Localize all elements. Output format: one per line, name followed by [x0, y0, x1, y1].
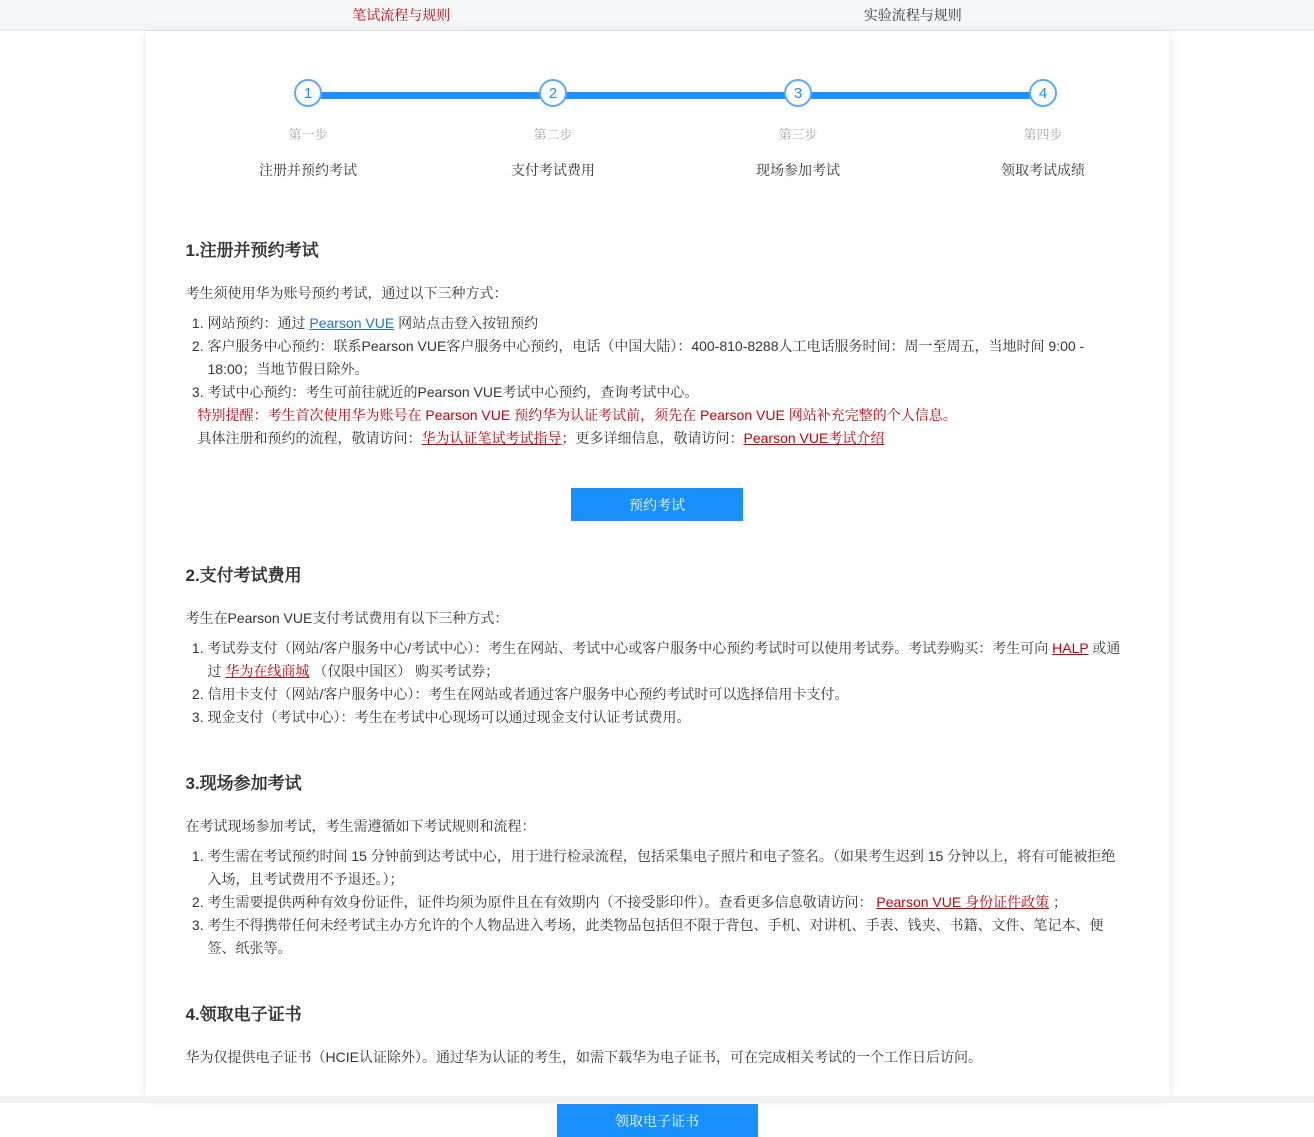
list-item — [208, 891, 1129, 914]
step-1 — [186, 79, 431, 180]
list-item-text: ； — [1049, 894, 1067, 910]
written-exam-guide-link[interactable]: 华为认证笔试考试指导 — [421, 430, 562, 446]
section-3-intro: 在考试现场参加考试，考生需遵循如下考试规则和流程： — [185, 818, 536, 834]
step-2-label: 第二步 — [533, 127, 573, 142]
section-2-heading: 2.支付考试费用 — [185, 566, 302, 585]
section-1-heading: 1.注册并预约考试 — [185, 241, 319, 260]
step-1-circle: 1 — [294, 79, 322, 107]
tab-lab-exam[interactable]: 实验流程与规则 — [863, 7, 962, 23]
list-item: 3. 现金支付（考试中心）：考生在考试中心现场可以通过现金支付认证考试费用。 — [208, 706, 1129, 729]
top-tab-bar-inner — [146, 0, 1169, 30]
list-item: 2. 信用卡支付（网站/客户服务中心）：考生在网站或者通过客户服务中心预约考试时可以选择信用卡支付。 — [208, 683, 1129, 706]
guide-line-text: 具体注册和预约的流程，敬请访问： — [197, 430, 422, 446]
section-4-intro: 华为仅提供电子证书（HCIE认证除外）。通过华为认证的考生，如需下载华为电子证书，可在完成相关考试的一个工作日后访问。 — [185, 1049, 982, 1065]
pearson-vue-link[interactable]: Pearson VUE — [309, 315, 395, 331]
list-item-text: 网站预约：通过 — [207, 315, 310, 331]
step-2-title: 支付考试费用 — [511, 162, 595, 178]
get-ecert-button[interactable]: 领取电子证书 — [557, 1104, 758, 1137]
guide-links-line — [198, 427, 1129, 450]
list-item: 3. 考试中心预约：考生可前往就近的Pearson VUE考试中心预约，查询考试中心。 — [208, 381, 1129, 404]
section-3-heading: 3.现场参加考试 — [185, 774, 302, 793]
step-1-label: 第一步 — [288, 127, 328, 142]
step-4-circle: 4 — [1029, 79, 1057, 107]
content-card — [146, 31, 1169, 1129]
list-item-text: （仅限中国区） 购买考试券； — [309, 663, 500, 679]
book-exam-button[interactable]: 预约考试 — [571, 488, 743, 521]
list-item — [208, 637, 1129, 683]
section-1-list — [186, 312, 1129, 404]
pearson-vue-id-policy-link[interactable]: Pearson VUE 身份证件政策 — [876, 894, 1050, 910]
exam-process-stepper — [186, 79, 1166, 180]
section-2-list — [186, 637, 1129, 729]
step-3-label: 第三步 — [778, 127, 818, 142]
step-4 — [921, 79, 1166, 180]
step-2 — [431, 79, 676, 180]
step-3 — [676, 79, 921, 180]
section-4-heading: 4.领取电子证书 — [185, 1005, 302, 1024]
step-2-circle: 2 — [539, 79, 567, 107]
section-3-list — [186, 845, 1129, 960]
section-1-intro: 考生须使用华为账号预约考试，通过以下三种方式： — [185, 285, 508, 301]
step-4-label: 第四步 — [1023, 127, 1063, 142]
guide-line-text: ；更多详细信息，敬请访问： — [561, 430, 744, 446]
list-item-text: 考生需要提供两种有效身份证件，证件均须为原件且在有效期内（不接受影印件）。查看更多信息敬请访问： — [207, 894, 877, 910]
halp-link[interactable]: HALP — [1052, 640, 1089, 656]
list-item: 3. 考生不得携带任何未经考试主办方允许的个人物品进入考场，此类物品包括但不限于背包、手机、对讲机、手表、钱夹、书籍、文件、笔记本、便签、纸张等。 — [208, 914, 1129, 960]
step-1-title: 注册并预约考试 — [259, 162, 357, 178]
top-tab-bar — [0, 0, 1314, 31]
page-bottom-strip — [0, 1096, 1314, 1103]
list-item-text: 或通过 — [207, 640, 1121, 679]
pearson-vue-exam-intro-link[interactable]: Pearson VUE考试介绍 — [743, 430, 885, 446]
section-2-intro: 考生在Pearson VUE支付考试费用有以下三种方式： — [185, 610, 509, 626]
step-3-title: 现场参加考试 — [756, 162, 840, 178]
step-3-circle: 3 — [784, 79, 812, 107]
tab-written-exam[interactable]: 笔试流程与规则 — [352, 7, 451, 23]
list-item: 1. 考生需在考试预约时间 15 分钟前到达考试中心，用于进行检录流程，包括采集电子照片和电子签名。（如果考生迟到 15 分钟以上，将有可能被拒绝入场，且考试费用不予退还。）； — [208, 845, 1129, 891]
list-item: 2. 客户服务中心预约：联系Pearson VUE客户服务中心预约，电话（中国大陆）：400-810-8288人工电话服务时间：周一至周五，当地时间 9:00 - 18:00；当地节假日除外。 — [208, 335, 1129, 381]
list-item-text: 考试券支付（网站/客户服务中心/考试中心）：考生在网站、考试中心或客户服务中心预约考试时可以使用考试券。考试券购买：考生可向 — [207, 640, 1053, 656]
special-reminder-text: 特别提醒：考生首次使用华为账号在 Pearson VUE 预约华为认证考试前，须先在 Pearson VUE 网站补充完整的个人信息。 — [197, 407, 957, 423]
list-item-text: 网站点击登入按钮预约 — [394, 315, 539, 331]
huawei-online-store-link[interactable]: 华为在线商城 — [225, 663, 310, 679]
list-item — [208, 312, 1129, 335]
step-4-title: 领取考试成绩 — [1001, 162, 1085, 178]
